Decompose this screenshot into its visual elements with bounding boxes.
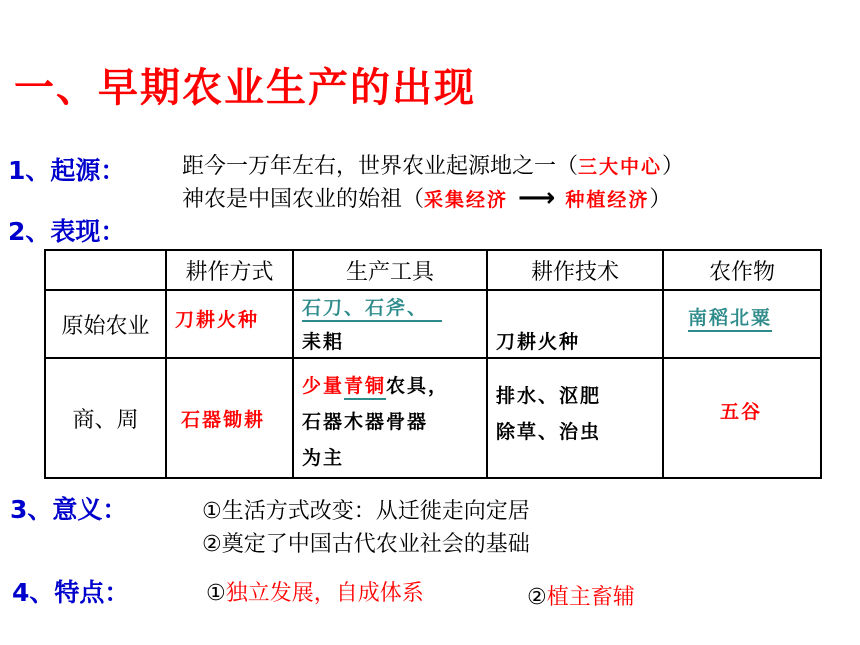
shangzhou-crops: 五谷 <box>720 401 763 423</box>
table-header-method: 耕作方式 <box>166 250 293 290</box>
features-item-2-number: ② <box>527 585 547 610</box>
significance-item-2: ②奠定了中国古代农业社会的基础 <box>202 532 530 557</box>
table-row <box>45 358 821 478</box>
origin-line-2 <box>182 182 671 213</box>
arrow-right-icon: ⟶ <box>518 183 556 213</box>
features-label: 4、特点： <box>12 578 130 607</box>
shangzhou-technique-line-1: 排水、沤肥 <box>496 385 602 407</box>
shangzhou-tools-cell <box>293 358 487 478</box>
shangzhou-technique-cell <box>487 358 663 478</box>
planting-economy-text: 种植经济 <box>565 189 650 211</box>
shangzhou-tools-bronze: 青铜 <box>344 375 386 400</box>
primitive-crops <box>688 303 772 330</box>
significance-item-1: ①生活方式改变：从迁徙走向定居 <box>202 499 530 524</box>
primitive-method-cell <box>166 290 293 358</box>
shangzhou-tools-small-amount: 少量 <box>302 375 345 397</box>
table-header-row <box>45 250 821 290</box>
features-item-2-text: 植主畜辅 <box>546 585 635 610</box>
features-item-1-text: 独立发展，自成体系 <box>225 581 424 606</box>
table-header-technique: 耕作技术 <box>487 250 663 290</box>
table-header-corner <box>45 250 166 290</box>
manifest-label: 2、表现： <box>8 217 126 246</box>
page-title: 一、早期农业生产的出现 <box>14 65 476 111</box>
features-item-1-number: ① <box>206 581 226 606</box>
primitive-tools-line-1 <box>302 293 442 320</box>
shangzhou-tools-line-2: 石器木器骨器 <box>302 411 429 433</box>
primitive-tools-line-1-text: 石刀、石斧、 <box>302 297 442 322</box>
features-item-1 <box>206 576 424 607</box>
origin-line-2-prefix: 神农是中国农业的始祖（ <box>182 187 425 212</box>
table-header-crops: 农作物 <box>663 250 821 290</box>
table-header-tools: 生产工具 <box>293 250 487 290</box>
shangzhou-technique-line-2: 除草、治虫 <box>496 421 602 443</box>
origin-line-1-prefix: 距今一万年左右，世界农业起源地之一（ <box>182 154 579 179</box>
primitive-technique-cell <box>487 290 663 358</box>
features-item-2 <box>527 580 635 611</box>
significance-label: 3、意义： <box>10 495 128 524</box>
primitive-technique: 刀耕火种 <box>496 331 581 353</box>
primitive-crops-cell <box>663 290 821 358</box>
shangzhou-tools-line-3: 为主 <box>302 447 345 469</box>
shangzhou-crops-cell <box>663 358 821 478</box>
three-centers-text: 三大中心 <box>578 156 663 178</box>
primitive-crops-text: 南稻北粟 <box>688 307 772 332</box>
shangzhou-method: 石器锄耕 <box>181 409 266 431</box>
row-name-shang-zhou: 商、周 <box>45 358 166 478</box>
origin-label: 1、起源： <box>8 156 126 185</box>
shangzhou-method-cell <box>166 358 293 478</box>
row-name-primitive: 原始农业 <box>45 290 166 358</box>
origin-line-2-suffix: ） <box>649 187 672 212</box>
origin-line-1-suffix: ） <box>662 154 685 179</box>
origin-line-1 <box>182 149 684 180</box>
shangzhou-tools-tools: 农具， <box>386 375 450 397</box>
primitive-method: 刀耕火种 <box>175 309 260 331</box>
table-row <box>45 290 821 358</box>
gathering-economy-text: 采集经济 <box>424 189 509 211</box>
shangzhou-tools-line-1 <box>302 371 449 398</box>
agriculture-table <box>44 249 822 479</box>
primitive-tools-line-2: 耒耜 <box>302 331 345 353</box>
primitive-tools-cell <box>293 290 487 358</box>
